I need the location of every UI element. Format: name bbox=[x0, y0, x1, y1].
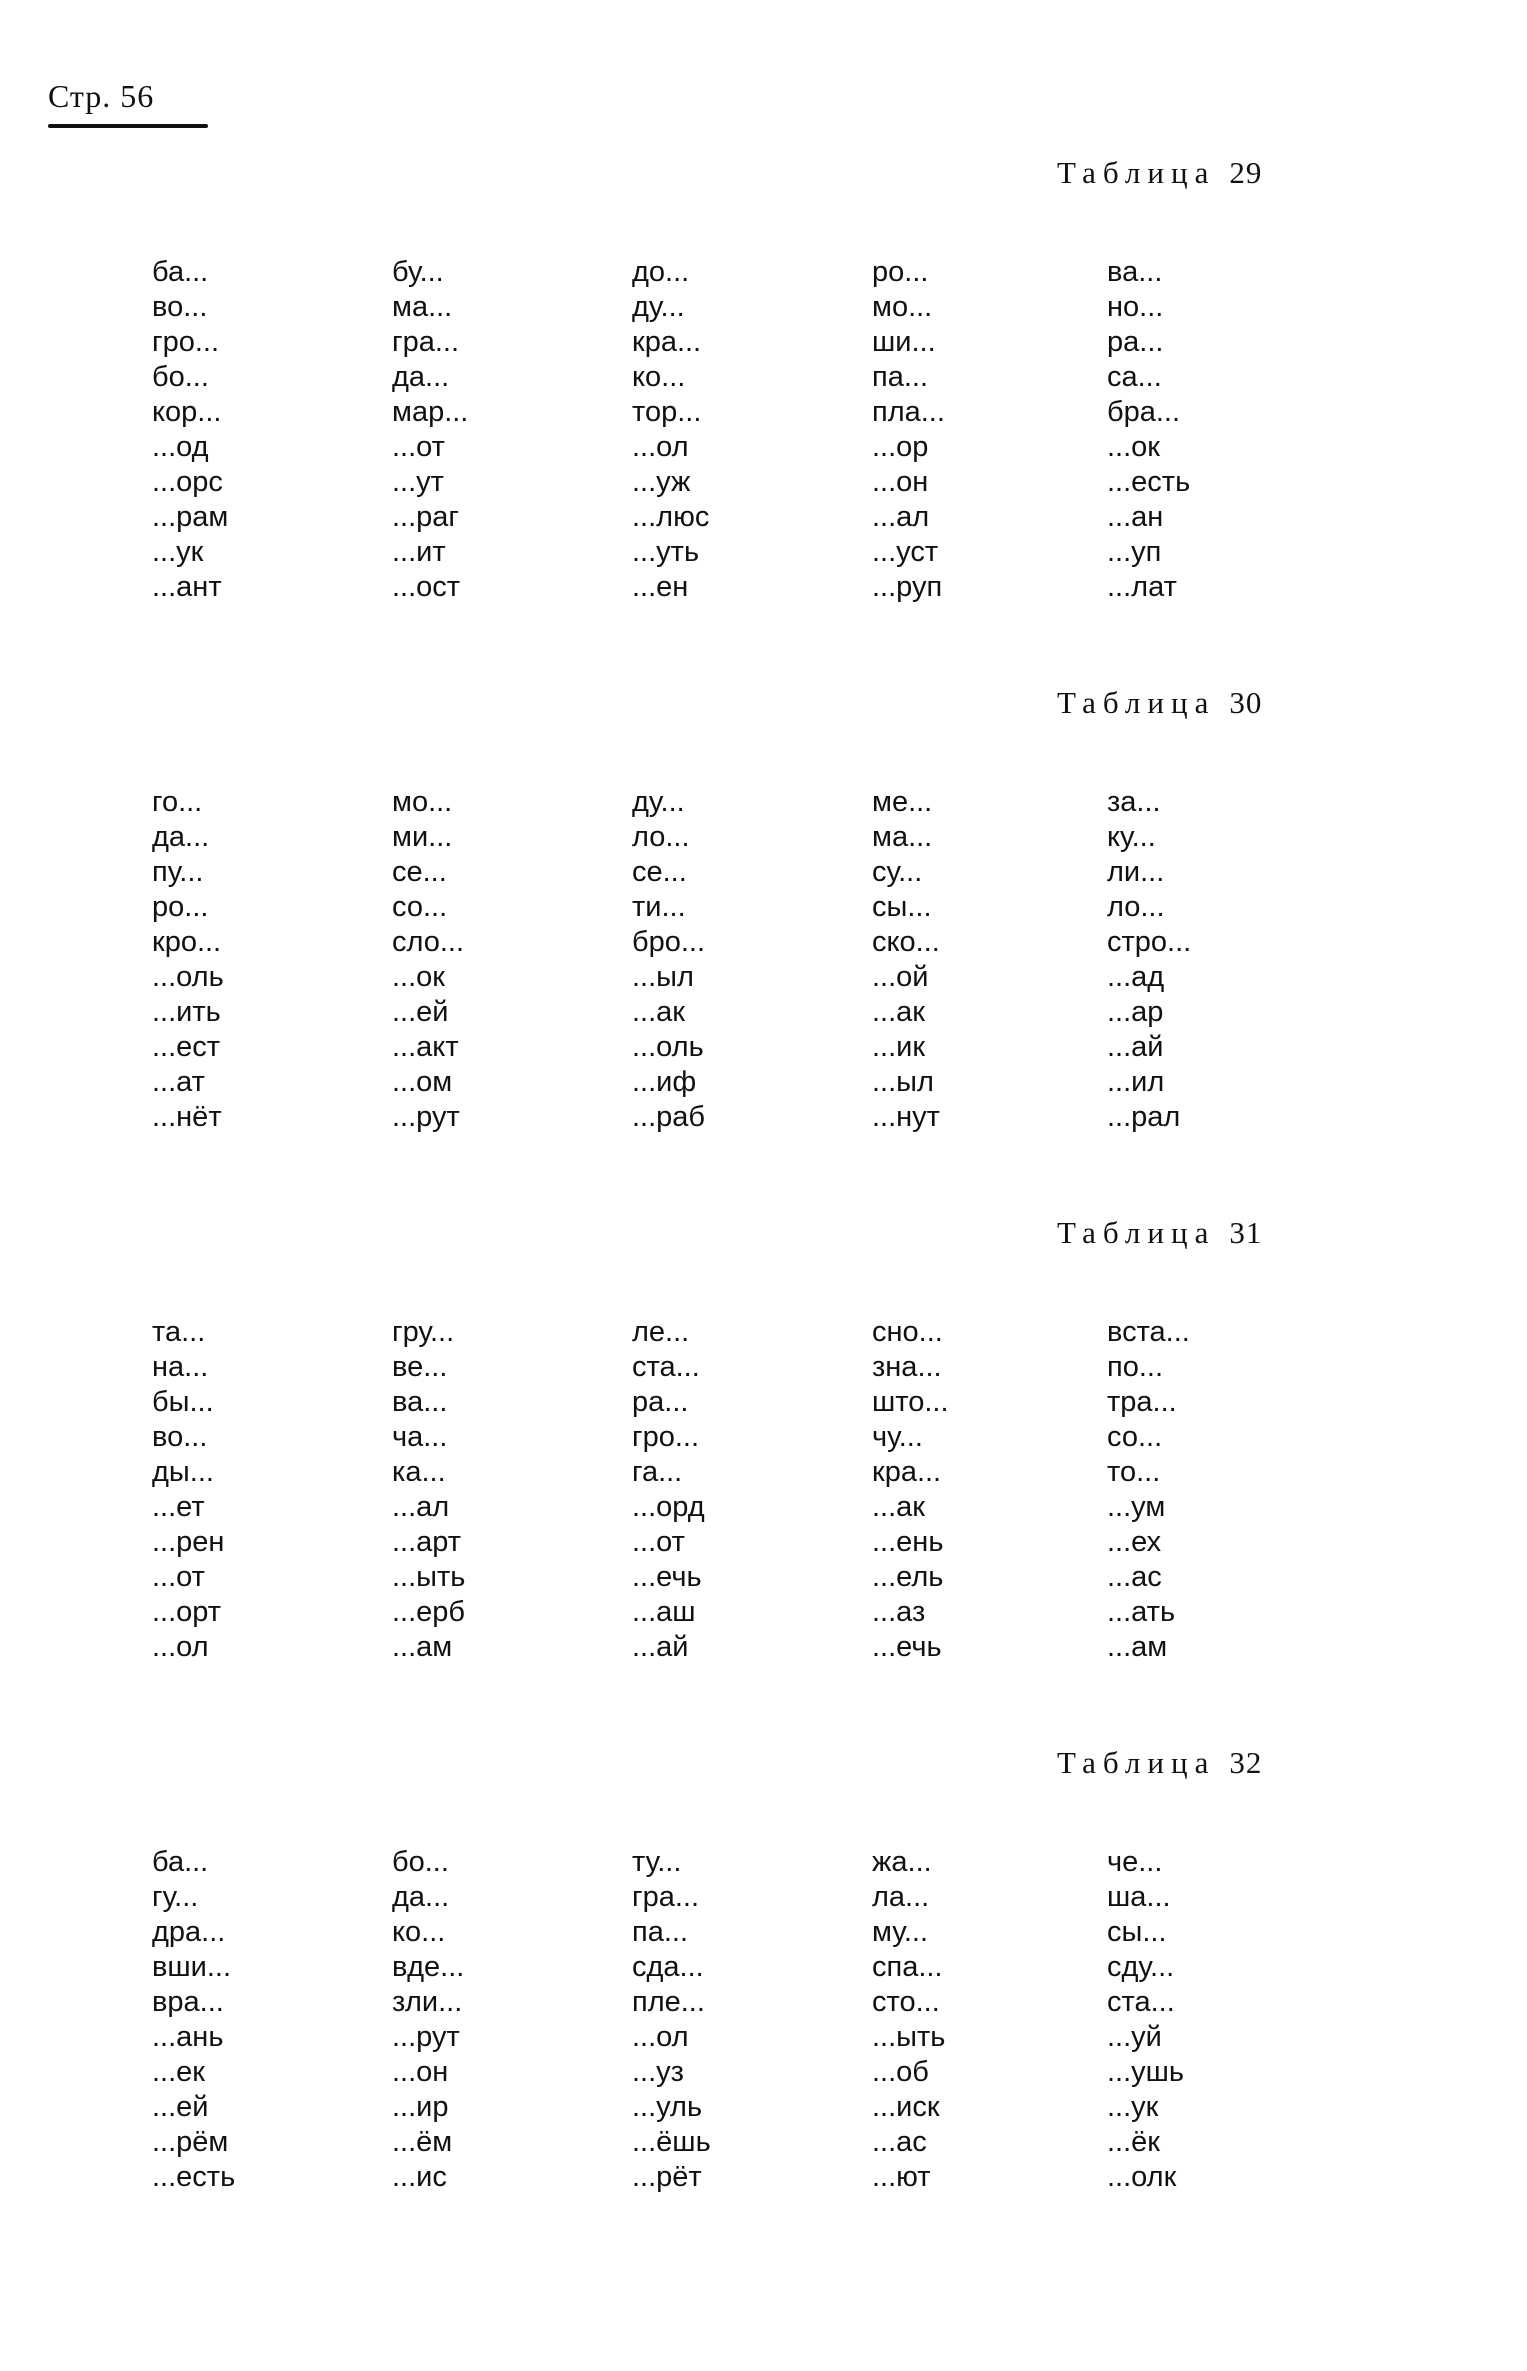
syllable-cell: ...рут bbox=[392, 1101, 460, 1133]
syllable-cell: ду... bbox=[632, 786, 685, 818]
syllable-cell: бо... bbox=[152, 361, 209, 393]
syllable-cell: ...уй bbox=[1107, 2021, 1162, 2053]
syllable-cell: ...ить bbox=[152, 996, 221, 1028]
syllable-cell: ве... bbox=[392, 1351, 448, 1383]
syllable-cell: ...ечь bbox=[872, 1631, 942, 1663]
syllable-cell: жа... bbox=[872, 1846, 932, 1878]
syllable-cell: га... bbox=[632, 1456, 683, 1488]
syllable-cell: тра... bbox=[1107, 1386, 1177, 1418]
syllable-cell: ...ост bbox=[392, 571, 461, 603]
syllable-cell: ка... bbox=[392, 1456, 446, 1488]
syllable-cell: да... bbox=[392, 361, 450, 393]
syllable-cell: но... bbox=[1107, 291, 1164, 323]
syllable-cell: ...ют bbox=[872, 2161, 931, 2193]
syllable-cell: да... bbox=[152, 821, 210, 853]
syllable-column bbox=[392, 785, 464, 1135]
syllable-cell: до... bbox=[632, 256, 690, 288]
syllable-cell: ...ук bbox=[152, 536, 204, 568]
syllable-column bbox=[872, 255, 945, 605]
table-title-number: 29 bbox=[1229, 155, 1263, 190]
syllable-cell: ...ём bbox=[392, 2126, 453, 2158]
syllable-column bbox=[152, 1315, 224, 1665]
syllable-cell: ...ак bbox=[632, 996, 685, 1028]
syllable-cell: ...арт bbox=[392, 1526, 462, 1558]
syllable-cell: ...ил bbox=[1107, 1066, 1165, 1098]
syllable-column bbox=[1107, 255, 1190, 605]
syllable-cell: ...ант bbox=[152, 571, 222, 603]
syllable-cell: ...он bbox=[872, 466, 929, 498]
syllable-cell: ...акт bbox=[392, 1031, 459, 1063]
syllable-cell: ...ир bbox=[392, 2091, 449, 2123]
syllable-cell: ...ам bbox=[1107, 1631, 1168, 1663]
syllable-cell: кра... bbox=[872, 1456, 942, 1488]
syllable-cell: мо... bbox=[872, 291, 933, 323]
syllable-cell: ...лат bbox=[1107, 571, 1177, 603]
syllable-cell: ра... bbox=[1107, 326, 1164, 358]
syllable-cell: ...ас bbox=[872, 2126, 927, 2158]
syllable-cell: се... bbox=[392, 856, 447, 888]
syllable-column bbox=[872, 1845, 945, 2195]
syllable-cell: ча... bbox=[392, 1421, 448, 1453]
syllable-cell: ...ат bbox=[152, 1066, 205, 1098]
syllable-cell: ...ук bbox=[1107, 2091, 1159, 2123]
syllable-cell: на... bbox=[152, 1351, 209, 1383]
syllable-cell: ...уть bbox=[632, 536, 700, 568]
syllable-column bbox=[152, 785, 224, 1135]
syllable-cell: ба... bbox=[152, 1846, 209, 1878]
syllable-cell: спа... bbox=[872, 1951, 943, 1983]
syllable-cell: вста... bbox=[1107, 1316, 1190, 1348]
syllable-cell: ...рам bbox=[152, 501, 229, 533]
syllable-cell: мо... bbox=[392, 786, 453, 818]
syllable-cell: кро... bbox=[152, 926, 222, 958]
syllable-cell: ...ёк bbox=[1107, 2126, 1160, 2158]
syllable-cell: гро... bbox=[632, 1421, 700, 1453]
syllable-cell: ду... bbox=[632, 291, 685, 323]
syllable-cell: ...олк bbox=[1107, 2161, 1177, 2193]
syllable-cell: ...руп bbox=[872, 571, 943, 603]
syllable-cell: ...ечь bbox=[632, 1561, 702, 1593]
syllable-cell: бро... bbox=[632, 926, 706, 958]
syllable-cell: кор... bbox=[152, 396, 222, 428]
syllable-cell: со... bbox=[392, 891, 448, 923]
syllable-cell: ...ет bbox=[152, 1491, 205, 1523]
syllable-cell: ...от bbox=[152, 1561, 205, 1593]
syllable-cell: па... bbox=[872, 361, 929, 393]
syllable-cell: ло... bbox=[632, 821, 690, 853]
syllable-cell: во... bbox=[152, 1421, 208, 1453]
syllable-cell: ко... bbox=[392, 1916, 446, 1948]
syllable-cell: ...ой bbox=[872, 961, 929, 993]
syllable-cell: мар... bbox=[392, 396, 469, 428]
syllable-cell: ...ал bbox=[392, 1491, 450, 1523]
syllable-column bbox=[1107, 785, 1191, 1135]
syllable-cell: ра... bbox=[632, 1386, 689, 1418]
syllable-cell: ва... bbox=[392, 1386, 448, 1418]
syllable-cell: пле... bbox=[632, 1986, 705, 2018]
syllable-cell: ...ей bbox=[392, 996, 449, 1028]
table-title bbox=[1057, 685, 1262, 721]
syllable-cell: ...ань bbox=[152, 2021, 224, 2053]
syllable-cell: ...от bbox=[392, 431, 445, 463]
syllable-cell: ...ит bbox=[392, 536, 446, 568]
syllable-cell: ...ёшь bbox=[632, 2126, 711, 2158]
syllable-column bbox=[392, 255, 468, 605]
syllable-cell: ...орд bbox=[632, 1491, 705, 1523]
syllable-cell: ...ех bbox=[1107, 1526, 1162, 1558]
syllable-cell: ...ыл bbox=[632, 961, 694, 993]
syllable-cell: ...ар bbox=[1107, 996, 1164, 1028]
syllable-cell: ...ал bbox=[872, 501, 930, 533]
table-title bbox=[1057, 155, 1262, 191]
page-number-underline bbox=[48, 124, 208, 128]
syllable-cell: ...орт bbox=[152, 1596, 222, 1628]
syllable-cell: ...ушь bbox=[1107, 2056, 1185, 2088]
syllable-column bbox=[632, 1845, 711, 2195]
syllable-column bbox=[872, 785, 940, 1135]
syllable-cell: че... bbox=[1107, 1846, 1163, 1878]
syllable-column bbox=[392, 1845, 464, 2195]
syllable-cell: ...раб bbox=[632, 1101, 706, 1133]
syllable-cell: ши... bbox=[872, 326, 936, 358]
syllable-cell: ...уз bbox=[632, 2056, 684, 2088]
syllable-cell: ...есть bbox=[1107, 466, 1191, 498]
syllable-cell: ...иф bbox=[632, 1066, 697, 1098]
syllable-cell: ...ень bbox=[872, 1526, 944, 1558]
syllable-cell: ...рём bbox=[152, 2126, 229, 2158]
syllable-cell: ли... bbox=[1107, 856, 1165, 888]
syllable-cell: ма... bbox=[872, 821, 933, 853]
syllable-cell: го... bbox=[152, 786, 203, 818]
syllable-cell: ту... bbox=[632, 1846, 682, 1878]
syllable-cell: стро... bbox=[1107, 926, 1192, 958]
syllable-cell: зли... bbox=[392, 1986, 463, 2018]
table-title-number: 30 bbox=[1229, 685, 1263, 720]
syllable-column bbox=[632, 1315, 705, 1665]
syllable-cell: бы... bbox=[152, 1386, 214, 1418]
table-title-word: Таблица bbox=[1057, 1745, 1216, 1780]
syllable-cell: ва... bbox=[1107, 256, 1163, 288]
syllable-cell: ла... bbox=[872, 1881, 930, 1913]
syllable-column bbox=[1107, 1315, 1190, 1665]
syllable-cell: вши... bbox=[152, 1951, 232, 1983]
syllable-cell: со... bbox=[1107, 1421, 1163, 1453]
syllable-cell: ро... bbox=[872, 256, 929, 288]
syllable-cell: ...аш bbox=[632, 1596, 696, 1628]
syllable-cell: сно... bbox=[872, 1316, 943, 1348]
syllable-cell: да... bbox=[392, 1881, 450, 1913]
syllable-cell: бо... bbox=[392, 1846, 449, 1878]
syllable-column bbox=[152, 255, 228, 605]
syllable-cell: па... bbox=[632, 1916, 689, 1948]
syllable-cell: гра... bbox=[392, 326, 460, 358]
syllable-cell: сло... bbox=[392, 926, 465, 958]
syllable-cell: ...ыть bbox=[872, 2021, 946, 2053]
syllable-cell: ...ыл bbox=[872, 1066, 934, 1098]
syllable-cell: ...иск bbox=[872, 2091, 940, 2123]
syllable-cell: ...ок bbox=[1107, 431, 1160, 463]
syllable-cell: ...ель bbox=[872, 1561, 944, 1593]
syllable-cell: ку... bbox=[1107, 821, 1156, 853]
syllable-cell: ...ум bbox=[1107, 1491, 1166, 1523]
syllable-cell: сы... bbox=[1107, 1916, 1167, 1948]
syllable-column bbox=[392, 1315, 465, 1665]
syllable-cell: ...ек bbox=[152, 2056, 205, 2088]
syllable-cell: чу... bbox=[872, 1421, 923, 1453]
syllable-cell: ...ест bbox=[152, 1031, 221, 1063]
syllable-cell: ...об bbox=[872, 2056, 929, 2088]
syllable-cell: пу... bbox=[152, 856, 204, 888]
syllable-cell: зна... bbox=[872, 1351, 942, 1383]
syllable-cell: ...ай bbox=[1107, 1031, 1164, 1063]
syllable-cell: ...ыть bbox=[392, 1561, 466, 1593]
syllable-cell: ...рал bbox=[1107, 1101, 1181, 1133]
syllable-cell: сы... bbox=[872, 891, 932, 923]
syllable-column bbox=[872, 1315, 949, 1665]
syllable-cell: ло... bbox=[1107, 891, 1165, 923]
syllable-cell: ...от bbox=[632, 1526, 685, 1558]
syllable-cell: ма... bbox=[392, 291, 453, 323]
syllable-column bbox=[152, 1845, 235, 2195]
syllable-cell: ...орс bbox=[152, 466, 223, 498]
syllable-cell: ...ут bbox=[392, 466, 444, 498]
syllable-cell: во... bbox=[152, 291, 208, 323]
syllable-cell: ...ан bbox=[1107, 501, 1164, 533]
syllable-cell: вра... bbox=[152, 1986, 224, 2018]
syllable-cell: кра... bbox=[632, 326, 702, 358]
syllable-cell: ...уж bbox=[632, 466, 691, 498]
syllable-cell: ...рут bbox=[392, 2021, 460, 2053]
table-title bbox=[1057, 1745, 1262, 1781]
syllable-cell: сду... bbox=[1107, 1951, 1175, 1983]
syllable-cell: се... bbox=[632, 856, 687, 888]
syllable-cell: ...ать bbox=[1107, 1596, 1176, 1628]
syllable-cell: ...ор bbox=[872, 431, 929, 463]
syllable-cell: ...ис bbox=[392, 2161, 447, 2193]
table-title bbox=[1057, 1215, 1262, 1251]
syllable-cell: пла... bbox=[872, 396, 945, 428]
page-number: Стр. 56 bbox=[48, 78, 155, 114]
syllable-cell: ко... bbox=[632, 361, 686, 393]
syllable-cell: ста... bbox=[632, 1351, 700, 1383]
syllable-cell: ...рен bbox=[152, 1526, 225, 1558]
syllable-cell: гро... bbox=[152, 326, 220, 358]
syllable-cell: ...ак bbox=[872, 996, 925, 1028]
syllable-cell: сто... bbox=[872, 1986, 940, 2018]
syllable-cell: ...од bbox=[152, 431, 209, 463]
syllable-cell: бу... bbox=[392, 256, 444, 288]
syllable-cell: ша... bbox=[1107, 1881, 1171, 1913]
syllable-cell: та... bbox=[152, 1316, 206, 1348]
syllable-cell: ...ол bbox=[152, 1631, 209, 1663]
syllable-cell: по... bbox=[1107, 1351, 1164, 1383]
syllable-cell: гу... bbox=[152, 1881, 199, 1913]
syllable-cell: ле... bbox=[632, 1316, 690, 1348]
syllable-cell: ...он bbox=[392, 2056, 449, 2088]
table-title-word: Таблица bbox=[1057, 155, 1216, 190]
syllable-column bbox=[632, 255, 709, 605]
syllable-column bbox=[1107, 1845, 1184, 2195]
syllable-cell: са... bbox=[1107, 361, 1162, 393]
table-title-word: Таблица bbox=[1057, 1215, 1216, 1250]
syllable-cell: вде... bbox=[392, 1951, 465, 1983]
table-title-number: 32 bbox=[1229, 1745, 1263, 1780]
syllable-cell: ...оль bbox=[632, 1031, 704, 1063]
syllable-cell: ми... bbox=[392, 821, 453, 853]
syllable-cell: ...ас bbox=[1107, 1561, 1162, 1593]
syllable-cell: дра... bbox=[152, 1916, 226, 1948]
syllable-cell: сда... bbox=[632, 1951, 704, 1983]
syllable-cell: ...рёт bbox=[632, 2161, 702, 2193]
syllable-cell: ...ак bbox=[872, 1491, 925, 1523]
syllable-cell: ...ом bbox=[392, 1066, 453, 1098]
syllable-cell: ...ей bbox=[152, 2091, 209, 2123]
syllable-cell: ...ол bbox=[632, 431, 689, 463]
syllable-cell: ти... bbox=[632, 891, 686, 923]
syllable-cell: ста... bbox=[1107, 1986, 1175, 2018]
syllable-cell: ...ерб bbox=[392, 1596, 466, 1628]
syllable-cell: бра... bbox=[1107, 396, 1181, 428]
syllable-cell: ро... bbox=[152, 891, 209, 923]
syllable-column bbox=[632, 785, 705, 1135]
syllable-cell: ...ам bbox=[392, 1631, 453, 1663]
syllable-cell: ме... bbox=[872, 786, 933, 818]
syllable-cell: ...нут bbox=[872, 1101, 940, 1133]
syllable-cell: што... bbox=[872, 1386, 949, 1418]
syllable-cell: за... bbox=[1107, 786, 1161, 818]
syllable-cell: му... bbox=[872, 1916, 929, 1948]
syllable-cell: ...ик bbox=[872, 1031, 926, 1063]
syllable-cell: ...ен bbox=[632, 571, 689, 603]
syllable-cell: ...есть bbox=[152, 2161, 236, 2193]
syllable-cell: ...аз bbox=[872, 1596, 926, 1628]
syllable-cell: ...ол bbox=[632, 2021, 689, 2053]
syllable-cell: ...ад bbox=[1107, 961, 1165, 993]
syllable-cell: ...ок bbox=[392, 961, 445, 993]
syllable-cell: ды... bbox=[152, 1456, 214, 1488]
syllable-cell: то... bbox=[1107, 1456, 1161, 1488]
syllable-cell: ба... bbox=[152, 256, 209, 288]
syllable-cell: ...люс bbox=[632, 501, 710, 533]
syllable-cell: гра... bbox=[632, 1881, 700, 1913]
syllable-cell: ...оль bbox=[152, 961, 224, 993]
syllable-cell: ...уль bbox=[632, 2091, 703, 2123]
syllable-cell: ...уп bbox=[1107, 536, 1162, 568]
syllable-cell: су... bbox=[872, 856, 923, 888]
syllable-cell: ...ай bbox=[632, 1631, 689, 1663]
syllable-cell: тор... bbox=[632, 396, 702, 428]
syllable-cell: ...раг bbox=[392, 501, 460, 533]
syllable-cell: гру... bbox=[392, 1316, 455, 1348]
table-title-word: Таблица bbox=[1057, 685, 1216, 720]
syllable-cell: ско... bbox=[872, 926, 940, 958]
syllable-cell: ...нёт bbox=[152, 1101, 222, 1133]
syllable-cell: ...уст bbox=[872, 536, 939, 568]
table-title-number: 31 bbox=[1229, 1215, 1263, 1250]
